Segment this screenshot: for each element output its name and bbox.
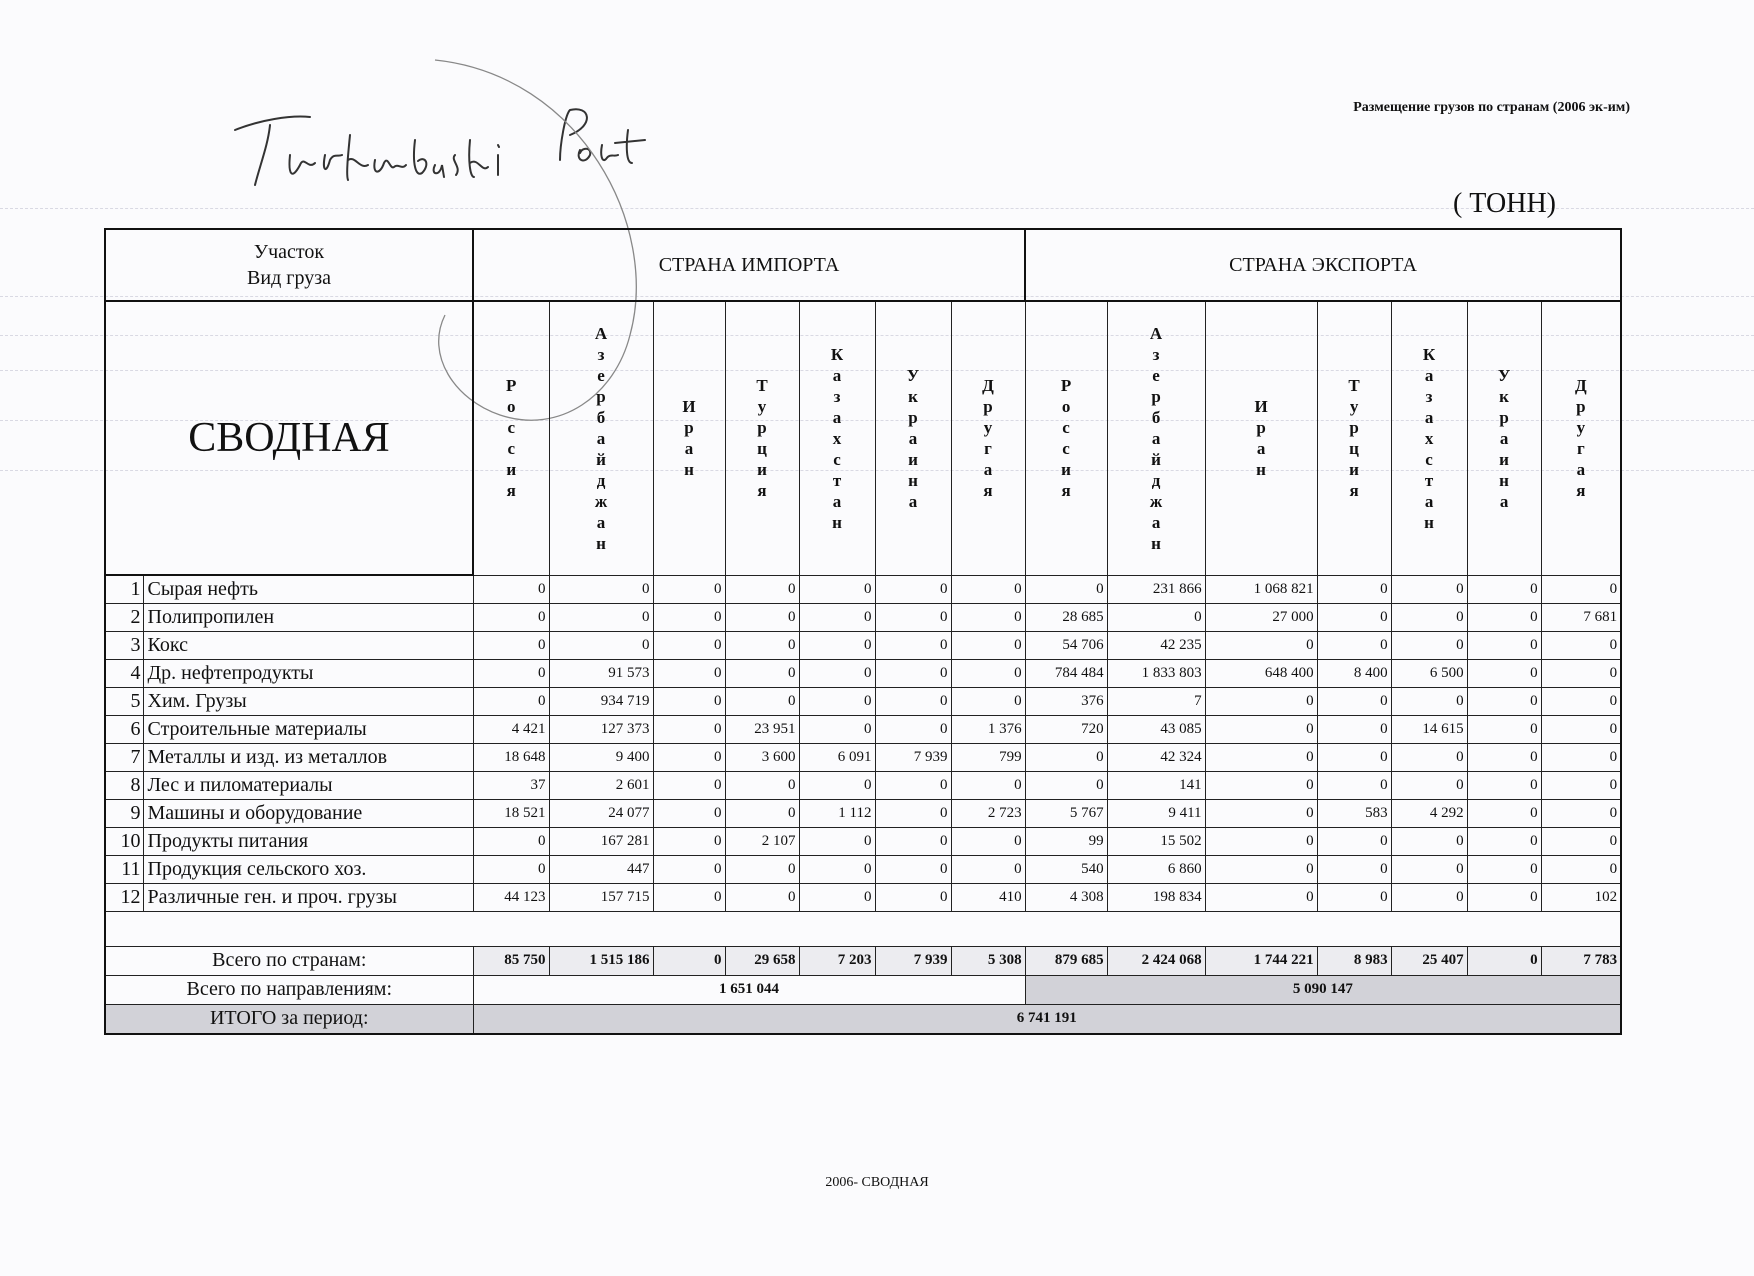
import-value-cell: 447 [549, 855, 653, 883]
export-direction-total: 5 090 147 [1025, 975, 1621, 1004]
export-country-name: Другая [1574, 376, 1587, 501]
row-number: 1 [105, 575, 143, 603]
cargo-type: Строительные материалы [143, 715, 473, 743]
export-value-cell: 540 [1025, 855, 1107, 883]
export-value-cell: 0 [1025, 575, 1107, 603]
export-country-total: 7 783 [1541, 946, 1621, 975]
import-value-cell: 18 648 [473, 743, 549, 771]
cargo-type: Хим. Грузы [143, 687, 473, 715]
export-group-header: СТРАНА ЭКСПОРТА [1025, 229, 1621, 301]
export-value-cell: 0 [1317, 855, 1391, 883]
import-value-cell: 410 [951, 883, 1025, 911]
document-title: Размещение грузов по странам (2006 эк-им) [1353, 100, 1630, 115]
row-number: 3 [105, 631, 143, 659]
import-value-cell: 0 [653, 575, 725, 603]
import-country-total: 29 658 [725, 946, 799, 975]
cargo-type: Машины и оборудование [143, 799, 473, 827]
import-country-name: Турция [756, 376, 768, 501]
import-country-header [951, 301, 1025, 575]
import-value-cell: 2 107 [725, 827, 799, 855]
export-country-total: 0 [1467, 946, 1541, 975]
export-value-cell: 0 [1317, 883, 1391, 911]
corner-label-section: Участок [253, 241, 325, 263]
export-value-cell: 0 [1541, 799, 1621, 827]
totals-by-country-label: Всего по странам: [105, 946, 473, 975]
row-number: 9 [105, 799, 143, 827]
export-country-total: 1 744 221 [1205, 946, 1317, 975]
export-value-cell: 0 [1541, 855, 1621, 883]
import-country-name: Казахстан [830, 344, 844, 532]
export-value-cell: 198 834 [1107, 883, 1205, 911]
import-value-cell: 0 [653, 883, 725, 911]
export-value-cell: 0 [1467, 771, 1541, 799]
export-value-cell: 0 [1317, 715, 1391, 743]
grand-total-label: ИТОГО за период: [105, 1004, 473, 1034]
import-value-cell: 0 [653, 799, 725, 827]
export-value-cell: 0 [1467, 883, 1541, 911]
export-value-cell: 231 866 [1107, 575, 1205, 603]
sheet-name: СВОДНАЯ [105, 301, 473, 575]
import-value-cell: 0 [653, 687, 725, 715]
export-value-cell: 0 [1391, 827, 1467, 855]
export-value-cell: 28 685 [1025, 603, 1107, 631]
spacer-row [105, 911, 1621, 946]
import-value-cell: 127 373 [549, 715, 653, 743]
export-value-cell: 0 [1467, 631, 1541, 659]
export-value-cell: 720 [1025, 715, 1107, 743]
import-value-cell: 0 [473, 603, 549, 631]
import-value-cell: 1 376 [951, 715, 1025, 743]
export-value-cell: 0 [1317, 631, 1391, 659]
table-row [105, 799, 1621, 827]
cargo-type: Различные ген. и проч. грузы [143, 883, 473, 911]
export-value-cell: 0 [1391, 771, 1467, 799]
export-value-cell: 141 [1107, 771, 1205, 799]
import-value-cell: 0 [725, 883, 799, 911]
export-value-cell: 784 484 [1025, 659, 1107, 687]
export-country-total: 8 983 [1317, 946, 1391, 975]
import-value-cell: 934 719 [549, 687, 653, 715]
import-value-cell: 0 [875, 883, 951, 911]
export-value-cell: 9 411 [1107, 799, 1205, 827]
export-value-cell: 0 [1205, 715, 1317, 743]
row-number: 10 [105, 827, 143, 855]
cargo-type: Металлы и изд. из металлов [143, 743, 473, 771]
export-country-name: Россия [1060, 376, 1072, 501]
export-value-cell: 0 [1317, 827, 1391, 855]
table-row [105, 771, 1621, 799]
import-value-cell: 0 [725, 631, 799, 659]
import-value-cell: 0 [799, 603, 875, 631]
import-value-cell: 0 [799, 575, 875, 603]
export-value-cell: 4 292 [1391, 799, 1467, 827]
import-value-cell: 0 [875, 799, 951, 827]
export-value-cell: 0 [1541, 687, 1621, 715]
import-value-cell: 0 [653, 715, 725, 743]
import-value-cell: 0 [799, 659, 875, 687]
table-row [105, 855, 1621, 883]
totals-by-direction-label: Всего по направлениям: [105, 975, 473, 1004]
export-value-cell: 0 [1467, 603, 1541, 631]
export-country-name: Турция [1348, 376, 1360, 501]
export-value-cell: 0 [1025, 743, 1107, 771]
import-value-cell: 0 [799, 827, 875, 855]
export-value-cell: 0 [1467, 855, 1541, 883]
export-value-cell: 0 [1317, 771, 1391, 799]
export-value-cell: 15 502 [1107, 827, 1205, 855]
export-value-cell: 0 [1317, 603, 1391, 631]
export-country-total: 25 407 [1391, 946, 1467, 975]
import-value-cell: 0 [725, 771, 799, 799]
import-value-cell: 7 939 [875, 743, 951, 771]
export-value-cell: 0 [1391, 855, 1467, 883]
import-value-cell: 0 [875, 687, 951, 715]
import-value-cell: 4 421 [473, 715, 549, 743]
import-value-cell: 0 [875, 855, 951, 883]
import-value-cell: 0 [725, 603, 799, 631]
export-value-cell: 1 833 803 [1107, 659, 1205, 687]
export-value-cell: 0 [1391, 631, 1467, 659]
export-value-cell: 0 [1467, 827, 1541, 855]
import-country-header [799, 301, 875, 575]
export-value-cell: 0 [1205, 827, 1317, 855]
import-value-cell: 0 [473, 575, 549, 603]
import-value-cell: 0 [653, 827, 725, 855]
export-value-cell: 1 068 821 [1205, 575, 1317, 603]
corner-label-cargo-type: Вид груза [247, 267, 331, 289]
export-value-cell: 0 [1541, 575, 1621, 603]
export-value-cell: 0 [1391, 743, 1467, 771]
import-value-cell: 44 123 [473, 883, 549, 911]
cargo-type: Полипропилен [143, 603, 473, 631]
import-value-cell: 167 281 [549, 827, 653, 855]
export-value-cell: 8 400 [1317, 659, 1391, 687]
export-value-cell: 7 [1107, 687, 1205, 715]
import-direction-total: 1 651 044 [473, 975, 1025, 1004]
cargo-type: Сырая нефть [143, 575, 473, 603]
import-value-cell: 0 [875, 603, 951, 631]
export-country-header [1391, 301, 1467, 575]
export-value-cell: 0 [1025, 771, 1107, 799]
export-country-header [1025, 301, 1107, 575]
export-value-cell: 0 [1391, 575, 1467, 603]
import-country-total: 1 515 186 [549, 946, 653, 975]
export-value-cell: 4 308 [1025, 883, 1107, 911]
import-value-cell: 0 [951, 687, 1025, 715]
import-value-cell: 2 723 [951, 799, 1025, 827]
import-value-cell: 0 [799, 687, 875, 715]
import-value-cell: 0 [653, 771, 725, 799]
export-value-cell: 0 [1317, 575, 1391, 603]
export-value-cell: 0 [1205, 799, 1317, 827]
import-value-cell: 0 [725, 855, 799, 883]
cargo-type: Продукты питания [143, 827, 473, 855]
import-value-cell: 0 [725, 687, 799, 715]
import-value-cell: 0 [799, 631, 875, 659]
export-value-cell: 0 [1205, 883, 1317, 911]
import-value-cell: 0 [875, 715, 951, 743]
import-value-cell: 799 [951, 743, 1025, 771]
export-value-cell: 102 [1541, 883, 1621, 911]
import-value-cell: 0 [653, 603, 725, 631]
export-value-cell: 7 681 [1541, 603, 1621, 631]
export-value-cell: 0 [1467, 687, 1541, 715]
import-value-cell: 91 573 [549, 659, 653, 687]
import-value-cell: 0 [799, 771, 875, 799]
grand-total-value: 6 741 191 [473, 1004, 1621, 1034]
import-value-cell: 0 [725, 799, 799, 827]
import-country-total: 85 750 [473, 946, 549, 975]
export-value-cell: 0 [1391, 603, 1467, 631]
export-value-cell: 0 [1391, 687, 1467, 715]
export-value-cell: 0 [1541, 631, 1621, 659]
export-value-cell: 6 860 [1107, 855, 1205, 883]
cargo-type: Др. нефтепродукты [143, 659, 473, 687]
table-row [105, 575, 1621, 603]
import-value-cell: 0 [799, 883, 875, 911]
export-value-cell: 376 [1025, 687, 1107, 715]
import-value-cell: 0 [653, 855, 725, 883]
export-value-cell: 42 324 [1107, 743, 1205, 771]
export-value-cell: 0 [1541, 715, 1621, 743]
table-row [105, 883, 1621, 911]
import-country-total: 5 308 [951, 946, 1025, 975]
import-value-cell: 0 [549, 575, 653, 603]
export-value-cell: 0 [1205, 771, 1317, 799]
export-value-cell: 14 615 [1391, 715, 1467, 743]
import-value-cell: 6 091 [799, 743, 875, 771]
export-value-cell: 0 [1541, 771, 1621, 799]
export-value-cell: 0 [1467, 743, 1541, 771]
import-value-cell: 0 [799, 855, 875, 883]
export-value-cell: 648 400 [1205, 659, 1317, 687]
export-value-cell: 0 [1467, 575, 1541, 603]
import-value-cell: 0 [875, 631, 951, 659]
import-value-cell: 37 [473, 771, 549, 799]
export-country-total: 2 424 068 [1107, 946, 1205, 975]
export-value-cell: 0 [1467, 659, 1541, 687]
import-value-cell: 0 [653, 743, 725, 771]
import-country-total: 0 [653, 946, 725, 975]
cargo-type: Кокс [143, 631, 473, 659]
table-row [105, 827, 1621, 855]
export-value-cell: 6 500 [1391, 659, 1467, 687]
table-row [105, 631, 1621, 659]
import-value-cell: 0 [725, 659, 799, 687]
import-country-header [653, 301, 725, 575]
import-country-name: Иран [682, 397, 696, 480]
import-country-total: 7 939 [875, 946, 951, 975]
export-country-total: 879 685 [1025, 946, 1107, 975]
import-value-cell: 18 521 [473, 799, 549, 827]
export-value-cell: 42 235 [1107, 631, 1205, 659]
table-row [105, 715, 1621, 743]
export-value-cell: 54 706 [1025, 631, 1107, 659]
import-country-name: Украина [906, 365, 920, 511]
import-value-cell: 0 [799, 715, 875, 743]
import-value-cell: 0 [473, 631, 549, 659]
export-value-cell: 43 085 [1107, 715, 1205, 743]
import-value-cell: 0 [653, 659, 725, 687]
table-row [105, 603, 1621, 631]
export-value-cell: 0 [1317, 743, 1391, 771]
import-value-cell: 0 [951, 603, 1025, 631]
import-value-cell: 0 [875, 771, 951, 799]
export-country-name: Азербайджан [1149, 323, 1163, 553]
export-value-cell: 0 [1467, 715, 1541, 743]
import-value-cell: 0 [653, 631, 725, 659]
export-country-header [1541, 301, 1621, 575]
import-value-cell: 0 [951, 827, 1025, 855]
import-country-header [473, 301, 549, 575]
import-value-cell: 0 [875, 575, 951, 603]
units-label: ( ТОНН) [1452, 188, 1556, 219]
import-country-name: Азербайджан [594, 323, 608, 553]
cargo-type: Лес и пиломатериалы [143, 771, 473, 799]
export-value-cell: 0 [1467, 799, 1541, 827]
export-country-header [1317, 301, 1391, 575]
row-number: 8 [105, 771, 143, 799]
import-value-cell: 24 077 [549, 799, 653, 827]
export-country-name: Украина [1497, 365, 1511, 511]
import-value-cell: 0 [951, 575, 1025, 603]
row-number: 5 [105, 687, 143, 715]
export-value-cell: 0 [1205, 631, 1317, 659]
import-country-header [725, 301, 799, 575]
export-value-cell: 99 [1025, 827, 1107, 855]
import-value-cell: 157 715 [549, 883, 653, 911]
export-value-cell: 0 [1391, 883, 1467, 911]
import-value-cell: 3 600 [725, 743, 799, 771]
import-value-cell: 0 [473, 855, 549, 883]
export-value-cell: 0 [1317, 687, 1391, 715]
import-country-name: Россия [506, 376, 517, 501]
row-number: 6 [105, 715, 143, 743]
import-value-cell: 2 601 [549, 771, 653, 799]
export-country-name: Иран [1254, 397, 1268, 480]
import-value-cell: 23 951 [725, 715, 799, 743]
row-number: 4 [105, 659, 143, 687]
import-country-header [875, 301, 951, 575]
import-value-cell: 0 [951, 631, 1025, 659]
table-row [105, 687, 1621, 715]
import-country-total: 7 203 [799, 946, 875, 975]
export-value-cell: 5 767 [1025, 799, 1107, 827]
import-value-cell: 1 112 [799, 799, 875, 827]
import-country-header [549, 301, 653, 575]
row-number: 12 [105, 883, 143, 911]
import-value-cell: 0 [951, 659, 1025, 687]
export-value-cell: 27 000 [1205, 603, 1317, 631]
export-value-cell: 0 [1205, 687, 1317, 715]
import-value-cell: 0 [875, 827, 951, 855]
import-value-cell: 0 [549, 603, 653, 631]
cargo-table [104, 228, 1622, 1035]
import-value-cell: 0 [473, 827, 549, 855]
import-value-cell: 0 [549, 631, 653, 659]
cargo-type: Продукция сельского хоз. [143, 855, 473, 883]
import-value-cell: 0 [951, 855, 1025, 883]
row-number: 7 [105, 743, 143, 771]
export-value-cell: 0 [1541, 743, 1621, 771]
import-value-cell: 0 [875, 659, 951, 687]
export-value-cell: 0 [1107, 603, 1205, 631]
export-country-header [1107, 301, 1205, 575]
export-country-header [1205, 301, 1317, 575]
export-value-cell: 0 [1541, 827, 1621, 855]
table-row [105, 743, 1621, 771]
export-value-cell: 0 [1541, 659, 1621, 687]
import-value-cell: 9 400 [549, 743, 653, 771]
export-country-header [1467, 301, 1541, 575]
import-value-cell: 0 [473, 659, 549, 687]
row-number: 2 [105, 603, 143, 631]
export-value-cell: 0 [1205, 743, 1317, 771]
export-country-name: Казахстан [1422, 344, 1436, 532]
export-value-cell: 0 [1205, 855, 1317, 883]
import-value-cell: 0 [951, 771, 1025, 799]
table-row [105, 659, 1621, 687]
corner-header [105, 229, 473, 301]
row-number: 11 [105, 855, 143, 883]
page-footer: 2006- СВОДНАЯ [825, 1175, 929, 1190]
import-value-cell: 0 [473, 687, 549, 715]
import-country-name: Другая [982, 376, 994, 501]
import-group-header: СТРАНА ИМПОРТА [473, 229, 1025, 301]
export-value-cell: 583 [1317, 799, 1391, 827]
import-value-cell: 0 [725, 575, 799, 603]
